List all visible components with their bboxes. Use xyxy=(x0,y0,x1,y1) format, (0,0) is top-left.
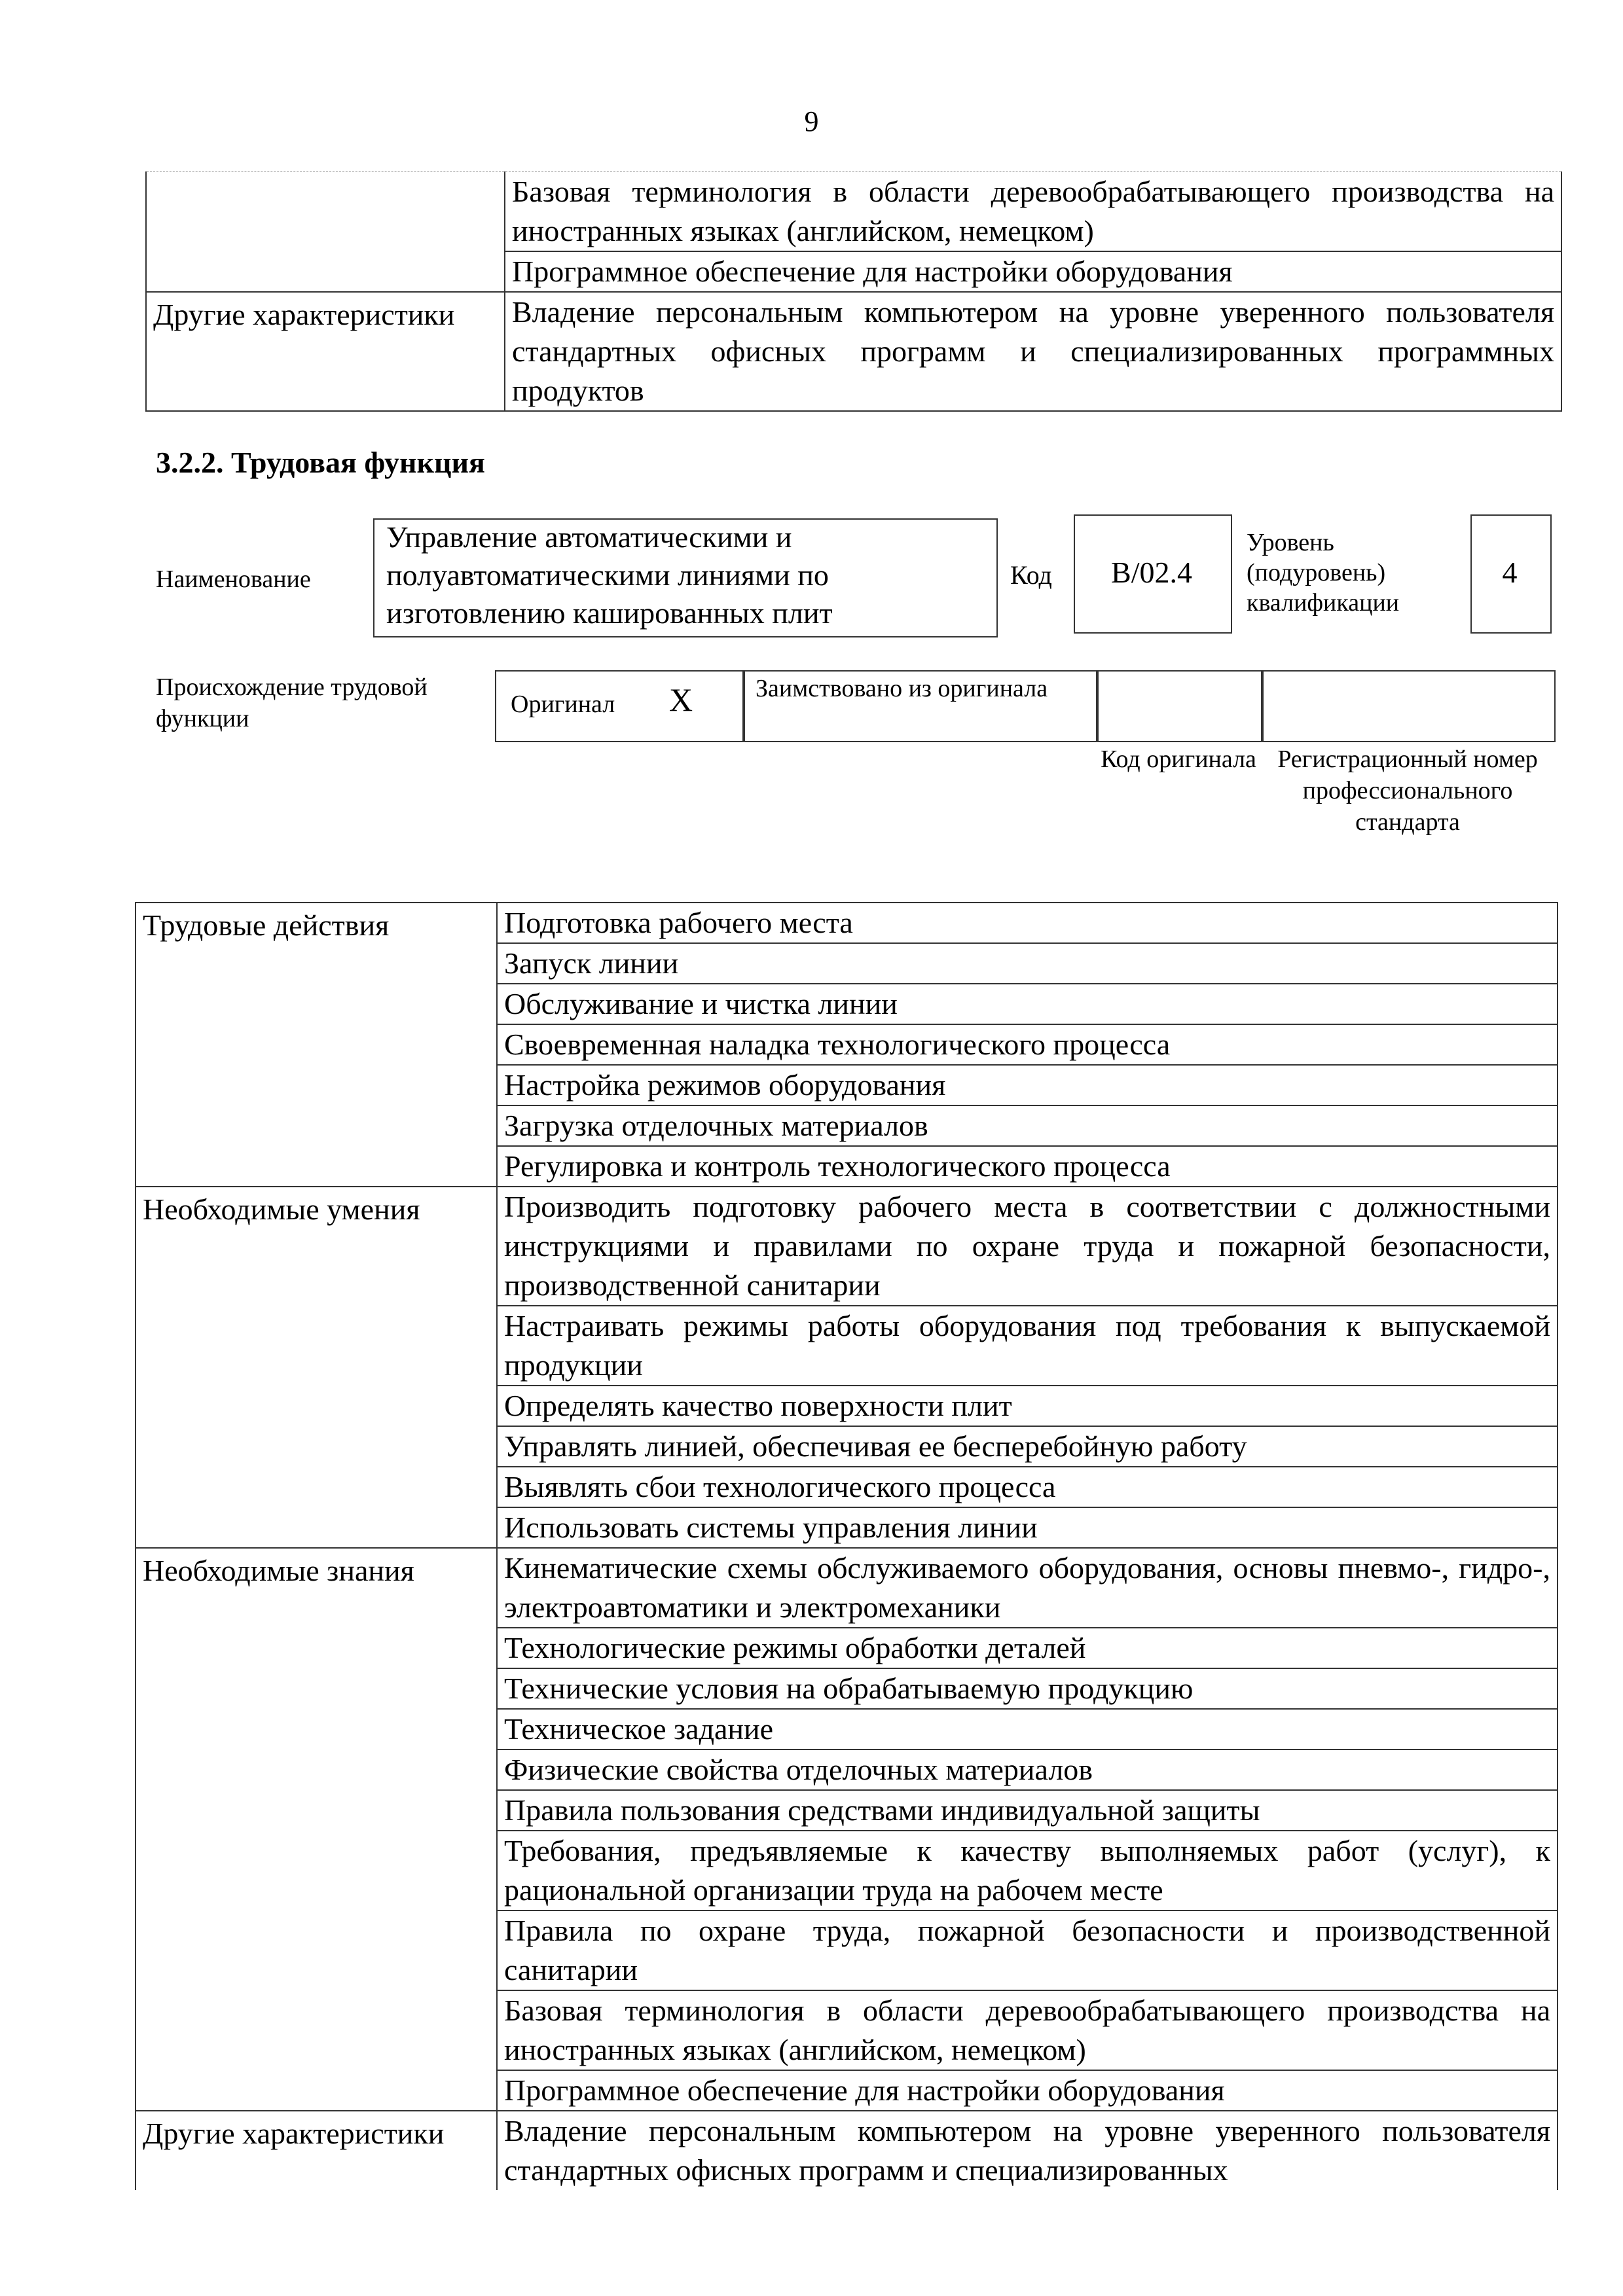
top-other-text: Владение персональным компьютером на уровне уверенного пользователя стандартных офисных программ и специализированных программных продуктов xyxy=(505,292,1561,411)
level-label: Уровень (подуровень) квалификации xyxy=(1247,529,1400,617)
skill-item: Выявлять сбои технологического процесса xyxy=(497,1467,1558,1507)
original-mark: X xyxy=(669,681,693,718)
knowledge-item: Кинематические схемы обслуживаемого оборудования, основы пневмо-, гидро-, электроавтоматики и электромеханики xyxy=(497,1548,1558,1628)
reg-number-caption: Регистрационный номер профессионального стандарта xyxy=(1277,745,1538,836)
knowledge-item: Правила пользования средствами индивидуальной защиты xyxy=(497,1790,1558,1831)
action-item: Загрузка отделочных материалов xyxy=(497,1105,1558,1146)
top-other-label: Другие характеристики xyxy=(146,292,505,411)
skill-item: Использовать системы управления линии xyxy=(497,1507,1558,1548)
code-value: В/02.4 xyxy=(1111,556,1192,589)
knowledge-item: Правила по охране труда, пожарной безопасности и производственной санитарии xyxy=(497,1910,1558,1990)
knowledge-item: Технологические режимы обработки деталей xyxy=(497,1628,1558,1668)
skill-item: Настраивать режимы работы оборудования под требования к выпускаемой продукции xyxy=(497,1306,1558,1386)
original-label: Оригинал xyxy=(511,691,615,718)
action-item: Своевременная наладка технологического процесса xyxy=(497,1024,1558,1065)
actions-label: Трудовые действия xyxy=(136,903,497,1187)
skills-label: Необходимые умения xyxy=(136,1187,497,1548)
top-table-item: Программное обеспечение для настройки оборудования xyxy=(505,251,1561,292)
knowledge-item: Программное обеспечение для настройки оборудования xyxy=(497,2070,1558,2111)
skill-item: Определять качество поверхности плит xyxy=(497,1386,1558,1426)
top-table xyxy=(145,171,1562,412)
knowledge-item: Технические условия на обрабатываемую продукцию xyxy=(497,1668,1558,1709)
page-number: 9 xyxy=(804,105,819,137)
reg-number-box xyxy=(1261,670,1556,742)
knowledge-item: Техническое задание xyxy=(497,1709,1558,1749)
main-table xyxy=(135,902,1558,2190)
action-item: Настройка режимов оборудования xyxy=(497,1065,1558,1105)
name-label: Наименование xyxy=(156,565,311,593)
action-item: Регулировка и контроль технологического процесса xyxy=(497,1146,1558,1187)
action-item: Подготовка рабочего места xyxy=(497,903,1558,943)
level-value: 4 xyxy=(1502,556,1518,589)
top-table-item: Базовая терминология в области деревообрабатывающего производства на иностранных языках (английском, немецком) xyxy=(505,172,1561,252)
section-title: 3.2.2. Трудовая функция xyxy=(156,446,485,479)
code-original-caption: Код оригинала xyxy=(1101,745,1256,773)
code-label: Код xyxy=(1010,560,1052,590)
skill-item: Производить подготовку рабочего места в соответствии с должностными инструкциями и правилами по охране труда и пожарной безопасности, производственной санитарии xyxy=(497,1187,1558,1306)
skill-item: Управлять линией, обеспечивая ее бесперебойную работу xyxy=(497,1426,1558,1467)
top-table-empty-label xyxy=(146,172,505,293)
borrowed-label: Заимствовано из оригинала xyxy=(756,675,1048,702)
name-value: Управление автоматическими и полуавтоматическими линиями по изготовлению кашированных плит xyxy=(386,520,833,630)
knowledge-item: Физические свойства отделочных материалов xyxy=(497,1749,1558,1790)
knowledge-label: Необходимые знания xyxy=(136,1548,497,2111)
knowledge-item: Требования, предъявляемые к качеству выполняемых работ (услуг), к рациональной организации труда на рабочем месте xyxy=(497,1831,1558,1910)
other-text: Владение персональным компьютером на уровне уверенного пользователя стандартных офисных программ и специализированных xyxy=(497,2111,1558,2190)
action-item: Обслуживание и чистка линии xyxy=(497,984,1558,1024)
action-item: Запуск линии xyxy=(497,943,1558,984)
knowledge-item: Базовая терминология в области деревообрабатывающего производства на иностранных языках (английском, немецком) xyxy=(497,1990,1558,2070)
other-label: Другие характеристики xyxy=(136,2111,497,2190)
code-original-box xyxy=(1096,670,1264,742)
origin-label: Происхождение трудовой функции xyxy=(156,673,428,732)
